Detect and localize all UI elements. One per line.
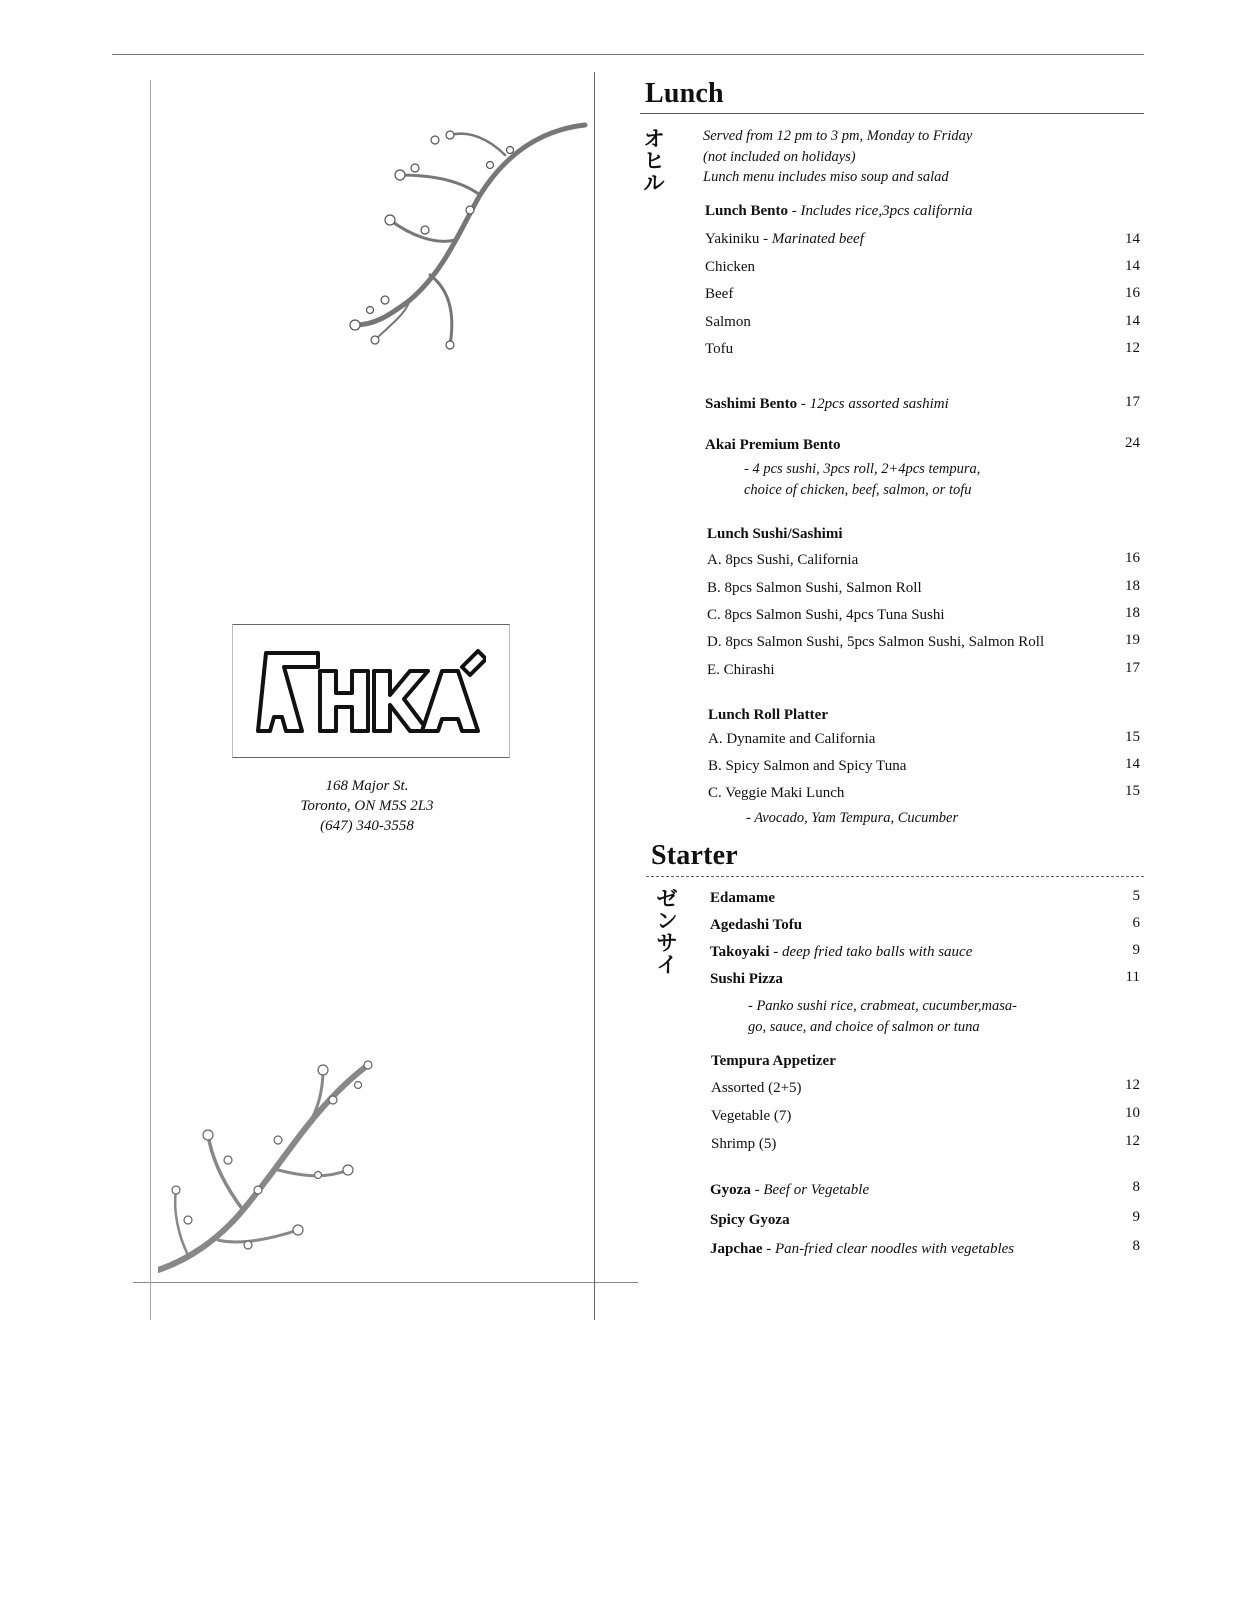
premium-bento-name: Akai Premium Bento (705, 437, 841, 453)
sushi-pizza-note (748, 996, 1017, 1038)
starter-kana-2: ン (656, 909, 678, 933)
lunch-holidays: (not included on holidays) (703, 148, 856, 165)
item-price: 10 (1125, 1105, 1140, 1121)
item-name: Tofu (705, 341, 734, 357)
lunch-kana-3: ル (643, 171, 665, 195)
lunch-roll-platter-heading: Lunch Roll Platter (708, 707, 828, 723)
address-city: Toronto, ON M5S 2L3 (300, 798, 434, 814)
menu-item (708, 758, 906, 775)
item-price: 19 (1125, 632, 1140, 648)
item-name: E. Chirashi (707, 662, 775, 678)
lunch-title-rule (640, 113, 1144, 114)
lunch-includes: Lunch menu includes miso soup and salad (703, 169, 949, 185)
menu-item (707, 662, 775, 679)
menu-item (710, 1212, 790, 1229)
premium-bento (705, 437, 841, 454)
menu-item (710, 917, 802, 934)
lunch-kana-1: オ (643, 127, 665, 151)
starter-kana-1: ゼ (656, 887, 678, 911)
starter-kana-4: イ (656, 953, 678, 977)
item-desc: Marinated beef (771, 231, 864, 247)
premium-bento-note-line2: choice of chicken, beef, salmon, or tofu (744, 482, 972, 498)
lunch-kana-2: ヒ (643, 149, 665, 173)
menu-item: Japchae - Pan-fried clear noodles with vegetables (710, 1241, 1015, 1257)
bottom-border (133, 1282, 638, 1283)
item-name: C. Veggie Maki Lunch (708, 785, 845, 801)
item-name: A. Dynamite and California (708, 731, 876, 747)
menu-item (711, 1108, 791, 1125)
item-name: Edamame (710, 890, 775, 906)
top-border (112, 54, 1144, 55)
sashimi-bento-desc: 12pcs assorted sashimi (809, 396, 949, 412)
menu-item: Takoyaki - deep fried tako balls with sauce (710, 944, 973, 960)
menu-item (705, 341, 733, 358)
item-price: 18 (1125, 605, 1140, 621)
address-phone: (647) 340-3558 (320, 818, 414, 834)
starter-kana-3: サ (656, 931, 678, 955)
item-name: Shrimp (5) (711, 1136, 777, 1152)
menu-item (711, 1136, 776, 1153)
item-price: 18 (1125, 578, 1140, 594)
panel-divider (594, 72, 595, 1320)
item-price: 12 (1125, 1133, 1140, 1149)
item-name: Assorted (2+5) (711, 1080, 802, 1096)
veggie-maki-note: - Avocado, Yam Tempura, Cucumber (746, 810, 959, 826)
menu-item (707, 552, 858, 569)
item-price: 12 (1125, 340, 1140, 356)
item-price: 14 (1125, 258, 1140, 274)
lunch-sushi-sashimi-heading: Lunch Sushi/Sashimi (707, 526, 843, 542)
item-name: Beef (705, 286, 734, 302)
menu-item: Gyoza - Beef or Vegetable (710, 1182, 870, 1198)
menu-item (707, 607, 945, 624)
lunch-intro (703, 126, 972, 188)
item-name: C. 8pcs Salmon Sushi, 4pcs Tuna Sushi (707, 607, 945, 623)
menu-item (707, 634, 1044, 651)
menu-item (705, 259, 755, 276)
item-name: D. 8pcs Salmon Sushi, 5pcs Salmon Sushi, Salmon Roll (707, 634, 1045, 650)
premium-bento-note (744, 459, 980, 501)
starter-kana (655, 888, 679, 976)
item-price: 16 (1125, 550, 1140, 566)
left-border (150, 80, 151, 1320)
item-price: 14 (1125, 231, 1140, 247)
menu-item: Yakiniku - Marinated beef (705, 231, 864, 247)
lunch-bento-desc: Includes rice,3pcs california (800, 203, 973, 219)
item-name: B. 8pcs Salmon Sushi, Salmon Roll (707, 580, 922, 596)
item-price: 8 (1132, 1238, 1140, 1254)
sashimi-bento-price: 17 (1125, 394, 1140, 410)
item-price: 5 (1132, 888, 1140, 904)
address-street: 168 Major St. (325, 778, 409, 794)
premium-bento-note-line1: - 4 pcs sushi, 3pcs roll, 2+4pcs tempura, (744, 461, 981, 477)
menu-item (711, 1080, 802, 1097)
menu-item (705, 286, 733, 303)
item-price: 15 (1125, 729, 1140, 745)
menu-item (710, 971, 783, 988)
item-price: 9 (1132, 942, 1140, 958)
item-price: 16 (1125, 285, 1140, 301)
item-price: 12 (1125, 1077, 1140, 1093)
item-name: Yakiniku (705, 231, 760, 247)
premium-bento-price: 24 (1125, 435, 1140, 451)
item-price: 15 (1125, 783, 1140, 799)
sashimi-bento-name: Sashimi Bento (705, 396, 798, 412)
item-name: Salmon (705, 314, 751, 330)
menu-item (705, 314, 751, 331)
restaurant-address (262, 776, 472, 836)
lunch-kana (642, 128, 666, 194)
item-name: Agedashi Tofu (710, 917, 803, 933)
item-desc: Beef or Vegetable (763, 1182, 870, 1198)
item-name: Gyoza (710, 1182, 751, 1198)
item-price: 14 (1125, 313, 1140, 329)
menu-item (710, 890, 775, 907)
item-price: 11 (1125, 969, 1140, 985)
lunch-hours: Served from 12 pm to 3 pm, Monday to Friday (703, 128, 973, 144)
starter-title-rule (646, 876, 1144, 877)
sushi-pizza-note-line2: go, sauce, and choice of salmon or tuna (748, 1019, 980, 1035)
tempura-appetizer-heading: Tempura Appetizer (711, 1053, 836, 1069)
lunch-title: Lunch (645, 78, 724, 109)
item-name: B. Spicy Salmon and Spicy Tuna (708, 758, 907, 774)
sushi-pizza-note-line1: - Panko sushi rice, crabmeat, cucumber,masa- (748, 998, 1018, 1014)
item-price: 17 (1125, 660, 1140, 676)
lunch-bento-heading: Lunch Bento - Includes rice,3pcs california (705, 203, 973, 219)
item-price: 9 (1132, 1209, 1140, 1225)
item-price: 14 (1125, 756, 1140, 772)
menu-item (708, 785, 844, 802)
cherry-blossom-branch-top (330, 110, 590, 360)
lunch-bento-name: Lunch Bento (705, 203, 788, 219)
menu-item (708, 731, 875, 748)
item-name: A. 8pcs Sushi, California (707, 552, 859, 568)
cherry-blossom-branch-bottom (158, 1040, 408, 1280)
item-price: 8 (1132, 1179, 1140, 1195)
item-desc: deep fried tako balls with sauce (781, 944, 973, 960)
item-name: Takoyaki (710, 944, 770, 960)
starter-title: Starter (651, 840, 738, 871)
item-name: Vegetable (7) (711, 1108, 792, 1124)
sashimi-bento: Sashimi Bento - 12pcs assorted sashimi (705, 396, 949, 412)
menu-item (707, 580, 922, 597)
logo-box (232, 624, 510, 758)
item-desc: Pan-fried clear noodles with vegetables (775, 1241, 1015, 1257)
item-name: Sushi Pizza (710, 971, 783, 987)
item-name: Chicken (705, 259, 755, 275)
akai-logo (256, 641, 486, 741)
item-name: Spicy Gyoza (710, 1212, 790, 1228)
item-price: 6 (1132, 915, 1140, 931)
item-name: Japchae (710, 1241, 763, 1257)
